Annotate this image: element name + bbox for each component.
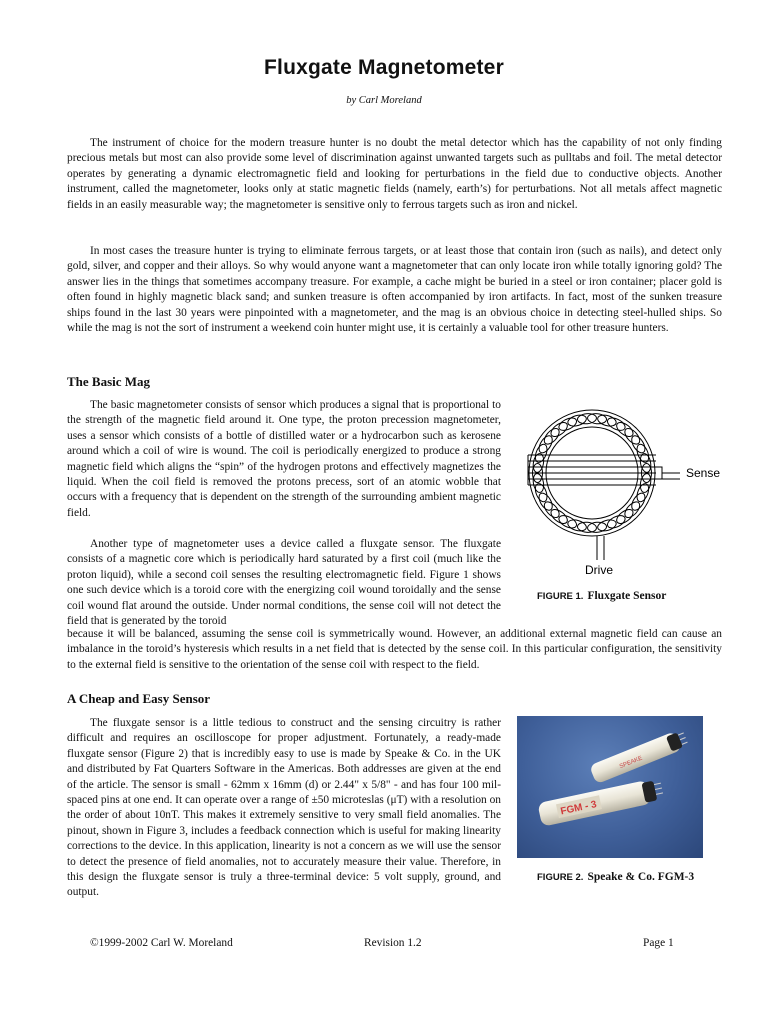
figure-1-label: FIGURE 1. (537, 591, 584, 602)
intro-paragraph-2: In most cases the treasure hunter is trying to eliminate ferrous targets, or at least those that contain iron (such as nails), and detect only gold, silver, and copper and their alloys. So why would anyone want a magnetometer that can only locate iron while totally ignoring gold? The answer lies in the things that sometimes accompany treasure. For example, a cache might be buried in a steel or iron container; placer gold is often found in highly magnetic black sand; and sunken treasure is often accompanied by iron artifacts. In fact, most of the sunken treasure ships found in the last 30 years were pinpointed with a magnetometer, and the mag is an obvious choice in detecting steel-hulled ships. So while the mag is not the sort of instrument a weekend coin hunter might use, it is certainly a valuable tool for other treasure hunters. (67, 245, 722, 335)
svg-text:SPEAKE: SPEAKE (618, 755, 644, 771)
section-heading-cheap-sensor: A Cheap and Easy Sensor (67, 691, 211, 706)
toroid-winding-loop (629, 434, 648, 455)
sense-label: Sense (686, 466, 721, 480)
toroid-winding-loop (567, 518, 588, 533)
figure-2-title: Speake & Co. FGM-3 (587, 871, 695, 883)
figure-2-caption (537, 871, 694, 883)
figure-2-label: FIGURE 2. (537, 872, 584, 883)
intro-paragraph-1: The instrument of choice for the modern treasure hunter is no doubt the metal detector which has the capability of not only finding precious metals but most can also provide some level of discrimination against unwanted targets such as pulltabs and foil. The metal detector operates by generating a dynamic electromagnetic field and looking for perturbations in the field due to conductive objects. Another instrument, called the magnetometer, looks only at static magnetic fields (namely, earth’s) for perturbations. Not all metals affect magnetic fields in an easily measurable way; the magnetometer is sensitive only to ferrous targets such as iron and nickel. (67, 137, 722, 211)
basic-mag-paragraph-2: Another type of magnetometer uses a device called a fluxgate sensor. The fluxgate consists of a magnetic core which is periodically hard saturated by a first coil (much like the proton liquid), while a second coil senses the resulting electromagnetic field. Figure 1 shows one such device which is a toroid core with the energizing coil wound toroidally and the sense coil wound flat around the outside. Under normal conditions, the sense coil will not detect the field that is generated by the toroid (67, 538, 501, 628)
drive-label: Drive (585, 563, 614, 577)
toroid-winding-loop (639, 453, 652, 474)
author-byline: by Carl Moreland (346, 95, 422, 106)
basic-mag-paragraph-1: The basic magnetometer consists of sensor which produces a signal that is proportional to the strength of the magnetic field around it. One type, the proton precession magnetometer, uses a sensor which consists of a bottle of distilled water or a hydrocarbon such as kerosene around which a coil of wire is wound. The coil is periodically energized to produce a strong magnetic field which aligns the “spin” of the hydrogen protons and effectively magnetizes the liquid. When the coil field is removed the protons precess, sort of an atomic wobble that occurs with a frequency that is dependent on the strength of the surrounding ambient magnetic field. (67, 399, 501, 519)
toroid-winding-loop (567, 413, 588, 428)
figure-1-title: Fluxgate Sensor (587, 590, 667, 602)
footer-copyright: ©1999-2002 Carl W. Moreland (90, 937, 233, 949)
fgm3-tube-label: FGM - 3 (559, 799, 598, 818)
basic-mag-paragraph-2-continued: because it will be balanced, assuming the sense coil is symmetrically wound. However, an additional external magnetic field can cause an imbalance in the toroid’s hysteresis which results in a net field that is detected by the sense coil. In this particular configuration, the sensitivity to the external field is sensitive to the orientation of the sense coil with respect to the field. (67, 628, 722, 671)
toroid-winding-loop (596, 518, 617, 533)
fluxgate-sensor-diagram (512, 395, 732, 581)
cheap-sensor-paragraph-1: The fluxgate sensor is a little tedious to construct and the sensing circuitry is rather difficult and requires an oscilloscope for proper adjustment. Fortunately, a ready-made fluxgate sensor (Figure 2) that is incredibly easy to use is made by Speake & Co. in the UK and distributed by Fat Quarters Software in the Americas. Both addresses are given at the end of the article. The sensor is small - 62mm x 16mm (d) or 2.44" x 5/8" - and has four 100 mil-spaced pins at one end. It can operate over a range of ±50 microteslas (μT) with a resolution on the order of about 10nT. This makes it extremely sensitive to very small field anomalies. The pinout, shown in Figure 3, includes a feedback connection which is useful for making linearity corrections to the device. In this application, linearity is not a concern as we will use the sensor to detect the presence of field anomalies, not to accurately measure their value. Therefore, in this design the fluxgate sensor is truly a three-terminal device: 5 volt supply, ground, and output. (67, 717, 501, 899)
toroid-winding-loop (532, 453, 545, 474)
footer-revision: Revision 1.2 (364, 937, 422, 949)
figure-1-caption (537, 590, 666, 602)
fgm3-sensor-photo (517, 716, 703, 858)
toroid-winding-loop (596, 413, 617, 428)
section-heading-basic-mag: The Basic Mag (67, 374, 151, 389)
footer-page-number: Page 1 (643, 937, 674, 949)
fgm3-sensor-illustration (517, 716, 703, 858)
toroid-winding-loop (536, 491, 555, 512)
document-title: Fluxgate Magnetometer (264, 56, 504, 79)
toroid-winding-loop (639, 473, 652, 494)
toroid-winding-loop (532, 473, 545, 494)
